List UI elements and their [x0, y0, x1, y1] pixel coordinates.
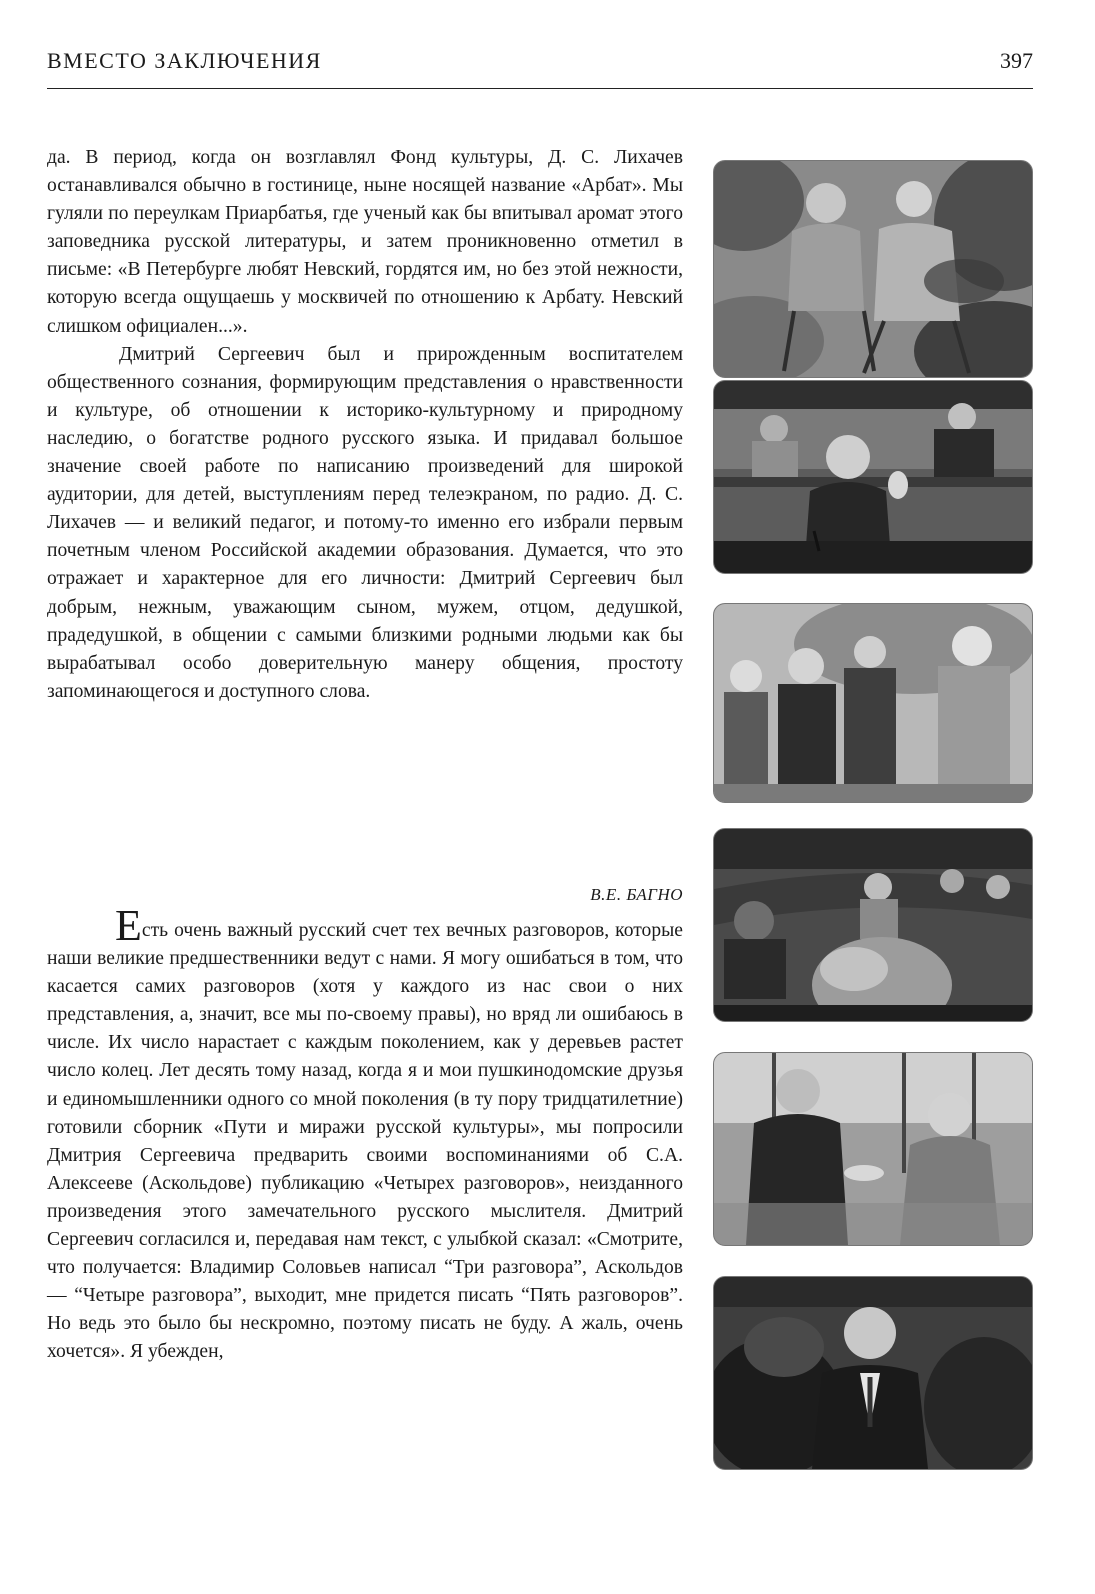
running-head: [47, 46, 1033, 82]
drop-cap: Е: [115, 901, 142, 950]
paragraph-1: да. В период, когда он возглавлял Фонд культуры, Д. С. Лихачев останавливался обычно в гостинице, ныне носящей название «Арбат». Мы гуляли по переулкам Приарбатья, где ученый как бы впитывал аромат этого заповедника русской литературы, и затем проникновенно отметил в письме: «В Петербурге любят Невский, гордятся им, но без этой нежности, которую всегда ощущаешь у москвичей по отношению к Арбату. Невский слишком официален...».: [47, 147, 683, 337]
photo-auditorium-audience: [713, 828, 1033, 1022]
header-rule: [47, 88, 1033, 89]
photo-couple-outdoors: [713, 160, 1033, 378]
photo-man-armchair: [713, 1276, 1033, 1470]
section-title: ВМЕСТО ЗАКЛЮЧЕНИЯ: [47, 48, 322, 73]
paragraph-3-text: сть очень важный русский счет тех вечных разговоров, которые наши великие предшественники ведут с нами. Я могу ошибаться в том, что касается самих разговоров (хотя у каждого из нас свои о них представления, а, значит, все мы по-своему правы), но вряд ли ошибаюсь в числе. Их число нарастает с каждым поколением, как у деревьев растет число колец. Лет десять тому назад, когда я и мои пушкинодомские друзья и единомышленники одного со мной поколения (в ту пору тридцатилетние) готовили сборник «Пути и миражи русской культуры», мы попросили Дмитрия Сергеевича предварить своими воспоминаниями об С.А. Алексееве (Аскольдове) публикацию «Четырех разговоров», неизданного произведения этого замечательного русского мыслителя. Дмитрий Сергеевич согласился и, передавая нам текст, с улыбкой сказал: «Смотрите, что получается: Владимир Соловьев написал “Три разговора”, Аскольдов — “Четыре разговора”, выходит, мне придется писать “Пять разговоров”. Но ведь это было бы нескромно, поэтому писать не буду. А жаль, очень хочется». Я убежден,: [47, 920, 683, 1363]
paragraph-2: Дмитрий Сергеевич был и прирожденным воспитателем общественного сознания, формирующим представления о нравственности и культуре, об отношении к историко-культурному и природному наследию, о богатстве родного русского языка. И придавал большое значение своей работе по написанию произведений для широкой аудитории, для детей, выступлениям перед телеэкраном, по радио. Д. С. Лихачев — и великий педагог, и потому-то именно его избрали первым почетным членом Российской академии образования. Думается, что это отражает и характерное для его личности: Дмитрий Сергеевич был добрым, нежным, уважающим сыном, мужем, отцом, дедушкой, прадедушкой, в общении с самыми близкими родными людьми как бы вырабатывал особо доверительную манеру общения, простоту запоминающегося и доступного слова.: [47, 343, 683, 702]
author-signature: В.Е. БАГНО: [590, 885, 683, 904]
text-column-top: [47, 144, 683, 706]
photo-men-conversation: [713, 603, 1033, 803]
paragraph-3: [47, 901, 683, 1367]
page-number: 397: [1000, 48, 1033, 73]
photo-speaker-podium: [713, 380, 1033, 574]
photo-two-men-hall: [713, 1052, 1033, 1246]
text-column-bottom: [47, 901, 683, 1367]
